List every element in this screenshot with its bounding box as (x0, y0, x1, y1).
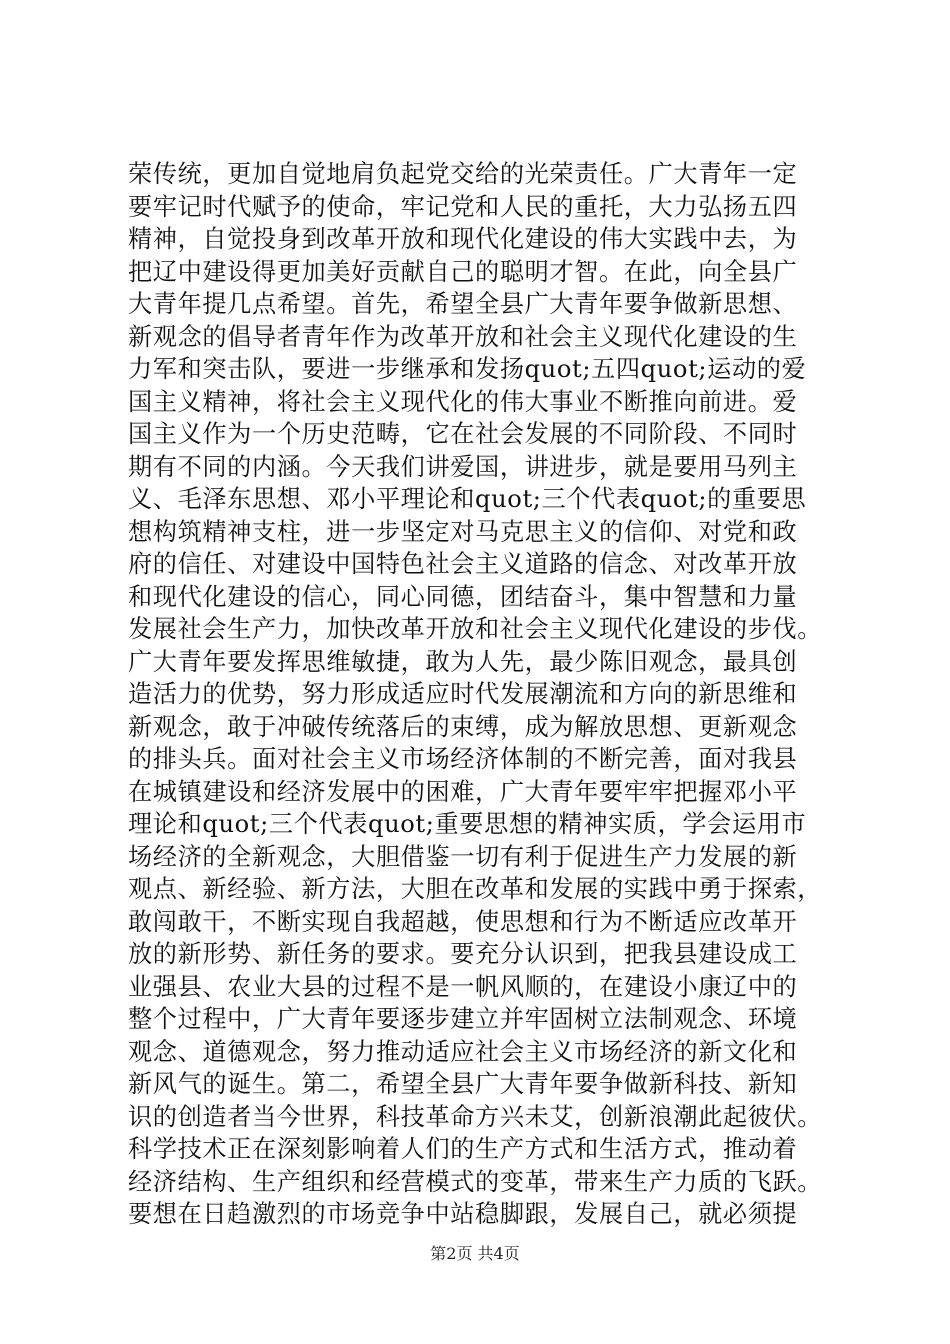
text-line: 敢闯敢干，不断实现自我超越，使思想和行为不断适应改革开 (128, 907, 798, 936)
text-line: 义、毛泽东思想、邓小平理论和quot;三个代表quot;的重要思 (128, 485, 807, 513)
body-text (128, 158, 828, 1231)
text-line: 国主义作为一个历史范畴，它在社会发展的不同阶段、不同时 (128, 420, 798, 448)
text-line: 造活力的优势，努力形成适应时代发展潮流和方向的新思维和 (128, 680, 798, 708)
text-line: 精神，自觉投身到改革开放和现代化建设的伟大实践中去，为 (128, 225, 798, 253)
text-line: 想构筑精神支柱，进一步坚定对马克思主义的信仰、对党和政 (128, 517, 798, 546)
text-line: 放的新形势、新任务的要求。要充分认识到，把我县建设成工 (128, 940, 798, 968)
text-line: 观念、道德观念，努力推动适应社会主义市场经济的新文化和 (128, 1037, 798, 1066)
text-line: 场经济的全新观念，大胆借鉴一切有利于促进生产力发展的新 (128, 842, 798, 871)
text-line: 国主义精神，将社会主义现代化的伟大事业不断推向前进。爱 (128, 387, 798, 416)
page-number-footer: 第2页 共4页 (430, 1244, 520, 1263)
text-line: 荣传统，更加自觉地肩负起党交给的光荣责任。广大青年一定 (128, 160, 798, 188)
text-line: 在城镇建设和经济发展中的困难，广大青年要牢牢把握邓小平 (128, 777, 798, 806)
text-line: 把辽中建设得更加美好贡献自己的聪明才智。在此，向全县广 (128, 257, 798, 286)
text-line: 观点、新经验、新方法，大胆在改革和发展的实践中勇于探索， (128, 875, 823, 903)
text-line: 科学技术正在深刻影响着人们的生产方式和生活方式，推动着 (128, 1135, 798, 1163)
text-line: 大青年提几点希望。首先，希望全县广大青年要争做新思想、 (128, 290, 798, 318)
text-line: 期有不同的内涵。今天我们讲爱国，讲进步，就是要用马列主 (128, 452, 798, 481)
text-line: 业强县、农业大县的过程不是一帆风顺的，在建设小康辽中的 (128, 972, 798, 1001)
text-line: 发展社会生产力，加快改革开放和社会主义现代化建设的步伐。 (128, 615, 823, 643)
text-line: 新观念的倡导者青年作为改革开放和社会主义现代化建设的生 (128, 322, 798, 351)
text-line: 理论和quot;三个代表quot;重要思想的精神实质，学会运用市 (128, 810, 807, 838)
text-line: 识的创造者当今世界，科技革命方兴未艾，创新浪潮此起彼伏。 (128, 1102, 823, 1131)
text-line: 府的信任、对建设中国特色社会主义道路的信念、对改革开放 (128, 550, 798, 578)
text-line: 要想在日趋激烈的市场竞争中站稳脚跟，发展自己，就必须提 (128, 1200, 798, 1228)
text-line: 的排头兵。面对社会主义市场经济体制的不断完善，面对我县 (128, 745, 798, 773)
text-line: 新观念，敢于冲破传统落后的束缚，成为解放思想、更新观念 (128, 712, 798, 741)
text-line: 新风气的诞生。第二，希望全县广大青年要争做新科技、新知 (128, 1070, 798, 1098)
text-line: 经济结构、生产组织和经营模式的变革，带来生产力质的飞跃。 (128, 1167, 823, 1196)
text-line: 和现代化建设的信心，同心同德，团结奋斗，集中智慧和力量 (128, 582, 798, 611)
text-line: 力军和突击队，要进一步继承和发扬quot;五四quot;运动的爱 (128, 355, 807, 383)
text-line: 广大青年要发挥思维敏捷，敢为人先，最少陈旧观念，最具创 (128, 647, 798, 676)
text-line: 整个过程中，广大青年要逐步建立并牢固树立法制观念、环境 (128, 1005, 798, 1033)
text-line: 要牢记时代赋予的使命，牢记党和人民的重托，大力弘扬五四 (128, 192, 798, 221)
